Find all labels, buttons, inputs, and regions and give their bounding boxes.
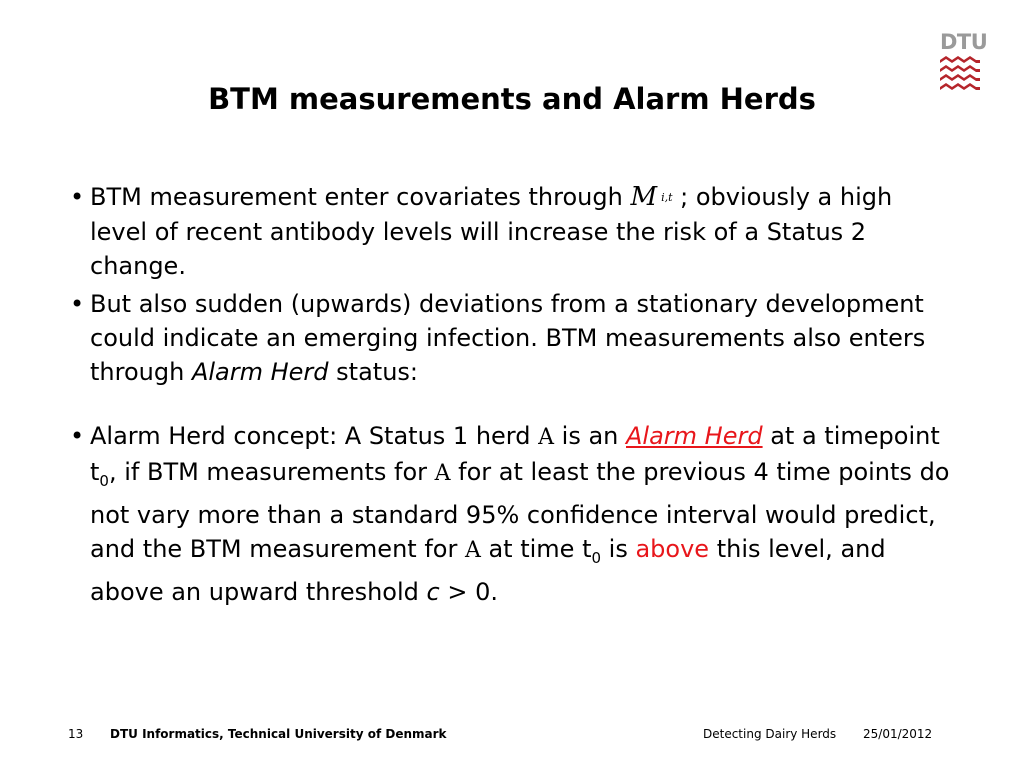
bullet3-text-6: at time t bbox=[480, 534, 592, 563]
bullet1-text-end: ; obviously a high level of recent antibody levels will increase the risk of a Status 2 change. bbox=[90, 183, 893, 280]
bullet3-text-1: Alarm Herd concept: A Status 1 herd bbox=[90, 422, 539, 450]
herd-symbol: A bbox=[434, 461, 451, 486]
bullet3-text-5: for at least the previous 4 time points do not vary more than a standard 95% confidence interval would predict, and the BTM measurement for bbox=[90, 458, 950, 563]
math-subscript-it: i,t bbox=[661, 191, 673, 204]
math-variable-m: M bbox=[630, 182, 658, 212]
bullet3-text-7: is bbox=[601, 534, 636, 563]
bullet3-text-3: at a timepoint t bbox=[90, 422, 940, 486]
bullet3-text-9: > 0. bbox=[439, 577, 498, 606]
slide-title: BTM measurements and Alarm Herds bbox=[208, 82, 816, 116]
herd-symbol: A bbox=[464, 537, 481, 563]
slide-body bbox=[70, 180, 950, 609]
footer-date: 25/01/2012 bbox=[863, 727, 933, 741]
bullet-item-1 bbox=[70, 180, 950, 283]
bullet2-text-end: status: bbox=[328, 358, 418, 386]
bullet1-text-start: BTM measurement enter covariates through bbox=[90, 183, 631, 211]
threshold-variable-c: c bbox=[426, 577, 440, 606]
bullet-item-3 bbox=[70, 419, 950, 609]
subscript-zero: 0 bbox=[99, 471, 109, 490]
subscript-zero: 0 bbox=[591, 548, 602, 567]
page-number: 13 bbox=[68, 727, 84, 741]
footer-presentation-title: Detecting Dairy Herds bbox=[703, 727, 837, 741]
bullet2-text-start: But also sudden (upwards) deviations from a stationary development could indicate an emerging infection. BTM measurements also enters through bbox=[90, 290, 926, 386]
above-highlight: above bbox=[635, 534, 710, 563]
bullet3-text-8: this level, and above an upward threshold bbox=[90, 534, 886, 606]
bullet-item-2 bbox=[70, 287, 950, 389]
footer-organization: DTU Informatics, Technical University of Denmark bbox=[110, 727, 447, 741]
dtu-logo-text: DTU bbox=[940, 30, 988, 54]
bullet3-text-4: , if BTM measurements for bbox=[108, 458, 435, 486]
bullet3-text-2: is an bbox=[554, 422, 626, 450]
herd-symbol: A bbox=[538, 425, 555, 450]
bullet2-italic-term: Alarm Herd bbox=[191, 358, 329, 386]
alarm-herd-link[interactable]: Alarm Herd bbox=[626, 422, 763, 450]
